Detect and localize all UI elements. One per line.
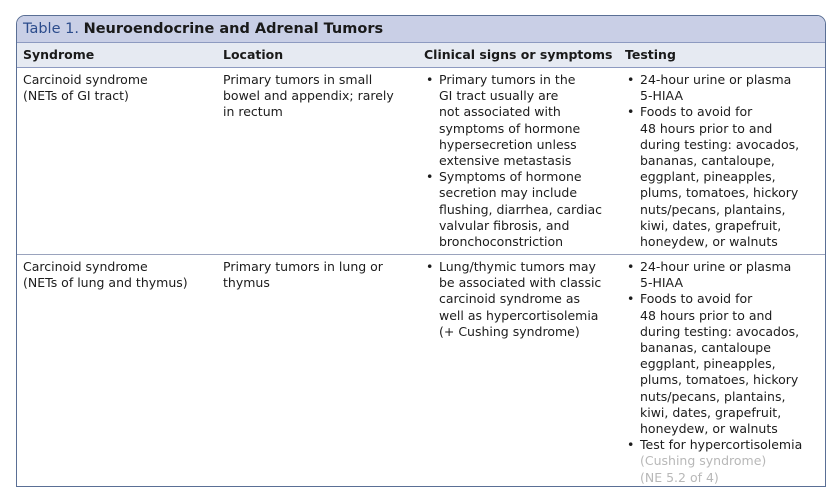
header-clinical-signs: Clinical signs or symptoms — [424, 47, 613, 62]
testing-list — [625, 72, 823, 250]
text-line: Foods to avoid for — [640, 104, 753, 120]
bullet-icon: • — [426, 72, 434, 87]
text-line: Carcinoid syndrome — [23, 72, 148, 87]
testing-cell — [625, 259, 823, 486]
table-title-text: Neuroendocrine and Adrenal Tumors — [83, 21, 384, 37]
text-line: extensive metastasis — [439, 153, 572, 169]
table-row — [17, 255, 825, 487]
testing-cell — [625, 72, 823, 250]
bullet-icon: • — [627, 104, 635, 120]
text-line: Primary tumors in lung or — [223, 259, 383, 274]
text-line: 48 hours prior to and — [640, 307, 773, 323]
text-line: bowel and appendix; rarely — [223, 88, 394, 104]
text-line: nuts/pecans, plantains, — [640, 388, 786, 404]
text-line: not associated with — [439, 104, 561, 120]
text-line: plums, tomatoes, hickory — [640, 372, 799, 388]
text-line: flushing, diarrhea, cardiac — [439, 201, 603, 217]
list-item — [625, 104, 823, 250]
text-line: nuts/pecans, plantains, — [640, 201, 786, 217]
text-line: (+ Cushing syndrome) — [439, 323, 580, 339]
text-line: thymus — [223, 275, 270, 291]
text-line: symptoms of hormone — [439, 120, 581, 136]
text-line: 48 hours prior to and — [640, 120, 773, 136]
text-line: (NE 5.2 of 4) — [640, 469, 719, 485]
text-line: honeydew, or walnuts — [640, 421, 778, 437]
header-location: Location — [223, 47, 284, 62]
table-title — [17, 16, 825, 43]
text-line: Carcinoid syndrome — [23, 259, 148, 274]
text-line: 5-HIAA — [640, 275, 683, 291]
text-line: (NETs of GI tract) — [23, 88, 129, 104]
header-syndrome: Syndrome — [23, 47, 95, 62]
list-item — [625, 72, 823, 104]
header-testing: Testing — [625, 47, 676, 62]
text-line: 24-hour urine or plasma — [640, 72, 792, 87]
testing-list — [625, 259, 823, 486]
text-line: during testing: avocados, — [640, 136, 800, 152]
text-line: during testing: avocados, — [640, 323, 800, 339]
text-line: be associated with classic — [439, 275, 602, 291]
bullet-icon: • — [426, 259, 434, 274]
signs-cell — [424, 72, 619, 250]
bullet-icon: • — [627, 72, 635, 87]
text-line: Foods to avoid for — [640, 291, 753, 307]
text-line: GI tract usually are — [439, 88, 559, 104]
bullet-icon: • — [627, 291, 635, 307]
table-header-row — [17, 43, 825, 68]
text-line: secretion may include — [439, 185, 578, 201]
list-item — [625, 259, 823, 291]
table-frame — [16, 15, 826, 487]
list-item — [625, 437, 823, 486]
text-line: bananas, cantaloupe, — [640, 153, 775, 169]
text-line: Lung/thymic tumors may — [439, 259, 596, 274]
text-line: bronchoconstriction — [439, 234, 564, 250]
text-line: hypersecretion unless — [439, 136, 577, 152]
list-item — [424, 259, 619, 340]
location-cell — [223, 72, 418, 121]
text-line: plums, tomatoes, hickory — [640, 185, 799, 201]
location-cell — [223, 259, 418, 291]
text-line: Primary tumors in small — [223, 72, 373, 87]
text-line: carcinoid syndrome as — [439, 291, 580, 307]
text-line: (Cushing syndrome) — [640, 453, 767, 469]
signs-list — [424, 259, 619, 340]
text-line: eggplant, pineapples, — [640, 356, 776, 372]
text-line: 5-HIAA — [640, 88, 683, 104]
bullet-icon: • — [627, 259, 635, 274]
list-item — [424, 169, 619, 250]
text-line: 24-hour urine or plasma — [640, 259, 792, 274]
text-line: in rectum — [223, 104, 283, 120]
signs-list — [424, 72, 619, 250]
signs-cell — [424, 259, 619, 340]
table-row — [17, 68, 825, 255]
table-title-number: Table 1. — [23, 21, 79, 37]
text-line: (NETs of lung and thymus) — [23, 275, 188, 291]
text-line: eggplant, pineapples, — [640, 169, 776, 185]
syndrome-cell — [23, 259, 218, 291]
bullet-icon: • — [426, 169, 434, 185]
syndrome-cell — [23, 72, 218, 104]
text-line: bananas, cantaloupe — [640, 340, 771, 356]
list-item — [625, 291, 823, 437]
text-line: valvular fibrosis, and — [439, 217, 570, 233]
text-line: kiwi, dates, grapefruit, — [640, 404, 782, 420]
bullet-icon: • — [627, 437, 635, 453]
text-line: kiwi, dates, grapefruit, — [640, 217, 782, 233]
text-line: honeydew, or walnuts — [640, 234, 778, 250]
text-line: Primary tumors in the — [439, 72, 576, 87]
text-line: Symptoms of hormone — [439, 169, 582, 185]
text-line: Test for hypercortisolemia — [640, 437, 803, 453]
text-line: well as hypercortisolemia — [439, 307, 599, 323]
list-item — [424, 72, 619, 169]
